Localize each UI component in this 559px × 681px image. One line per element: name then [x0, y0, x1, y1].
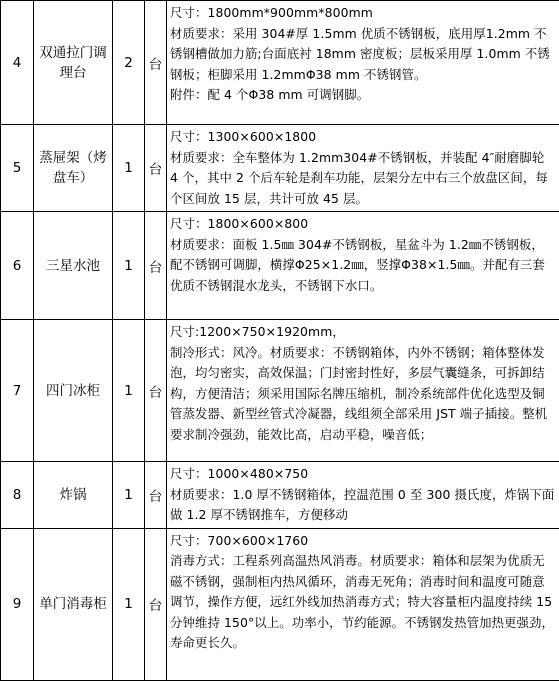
item-name: 炸锅	[34, 462, 113, 529]
item-name: 单门消毒柜	[34, 528, 113, 680]
item-specification	[167, 212, 559, 320]
item-specification	[167, 125, 559, 212]
spec-line: 尺寸:1200×750×1920mm，	[170, 322, 555, 343]
item-specification	[167, 462, 559, 529]
item-number: 8	[1, 462, 34, 529]
item-unit: 台	[145, 528, 167, 680]
item-quantity: 2	[113, 1, 145, 125]
item-specification	[167, 320, 559, 462]
spec-line: 材质要求：全车整体为 1.2mm304#不锈钢板，并装配 4″耐磨脚轮 4 个，其中 2 个后车轮是刹车功能，层架分左中右三个放盘区间，每个区间放 15 层，共计可放 45 层。	[170, 148, 555, 210]
table-row	[1, 212, 559, 320]
item-name: 蒸屉架（烤盘车）	[34, 125, 113, 212]
spec-line: 材质要求：1.0 厚不锈钢箱体，控温范围 0 至 300 摄氏度，炸锅下面做 1.2 厚不锈钢推车，方便移动	[170, 485, 555, 526]
item-number: 6	[1, 212, 34, 320]
spec-line: 尺寸：700×600×1760	[170, 531, 555, 552]
item-name: 三星水池	[34, 212, 113, 320]
table-row	[1, 1, 559, 125]
spec-line: 附件：配 4 个Φ38 mm 可调钢脚。	[170, 85, 555, 106]
spec-line: 制冷形式：风冷。材质要求：不锈钢箱体，内外不锈钢；箱体整体发泡，均匀密实，高效保温；门封密封性好，多层气囊缝条，可拆卸结构，方便清洁；须采用国际名牌压缩机，制冷系统部件优化选型及铜管蒸发器、新型丝管式冷凝器，线组须全部采用 JST 端子插接。整机要求制冷强劲，能效比高，启动平稳，噪音低；	[170, 343, 555, 446]
item-quantity: 1	[113, 528, 145, 680]
spec-line: 材质要求：面板 1.5㎜ 304#不锈钢板，星盆斗为 1.2㎜不锈钢板，配不锈钢可调脚，横撑Φ25×1.2㎜，竖撑Φ38×1.5㎜。并配有三套优质不锈钢混水龙头，不锈钢下水口。	[170, 235, 555, 297]
item-unit: 台	[145, 125, 167, 212]
item-unit: 台	[145, 320, 167, 462]
item-number: 7	[1, 320, 34, 462]
item-number: 9	[1, 528, 34, 680]
item-quantity: 1	[113, 212, 145, 320]
spec-line: 尺寸：1800mm*900mm*800mm	[170, 3, 555, 24]
item-number: 4	[1, 1, 34, 125]
item-specification	[167, 1, 559, 125]
spec-line: 消毒方式：工程系列高温热风消毒。材质要求：箱体和层架为优质无磁不锈钢，强制柜内热风循环，消毒无死角；消毒时间和温度可随意调节，操作方便，远红外线加热消毒方式；特大容量柜内温度持续 15 分钟维持 150°以上。功率小，节约能源。不锈钢发热管加热更强劲，寿命更长久。	[170, 551, 555, 654]
table-row	[1, 462, 559, 529]
table-row	[1, 528, 559, 680]
item-unit: 台	[145, 1, 167, 125]
item-unit: 台	[145, 212, 167, 320]
item-unit: 台	[145, 462, 167, 529]
spec-line: 材质要求：采用 304#厚 1.5mm 优质不锈钢板，底用厚1.2mm 不锈钢槽做加力筋;台面底衬 18mm 密度板；层板采用厚 1.0mm 不锈钢板；柜脚采用 1.2mmΦ38 mm 不锈钢管。	[170, 24, 555, 86]
spec-line: 尺寸：1300×600×1800	[170, 127, 555, 148]
spec-line: 尺寸：1000×480×750	[170, 464, 555, 485]
table-row	[1, 125, 559, 212]
spec-line: 尺寸：1800×600×800	[170, 214, 555, 235]
item-number: 5	[1, 125, 34, 212]
item-name: 双通拉门调理台	[34, 1, 113, 125]
item-quantity: 1	[113, 462, 145, 529]
item-quantity: 1	[113, 125, 145, 212]
item-quantity: 1	[113, 320, 145, 462]
item-specification	[167, 528, 559, 680]
item-name: 四门冰柜	[34, 320, 113, 462]
table-row	[1, 320, 559, 462]
